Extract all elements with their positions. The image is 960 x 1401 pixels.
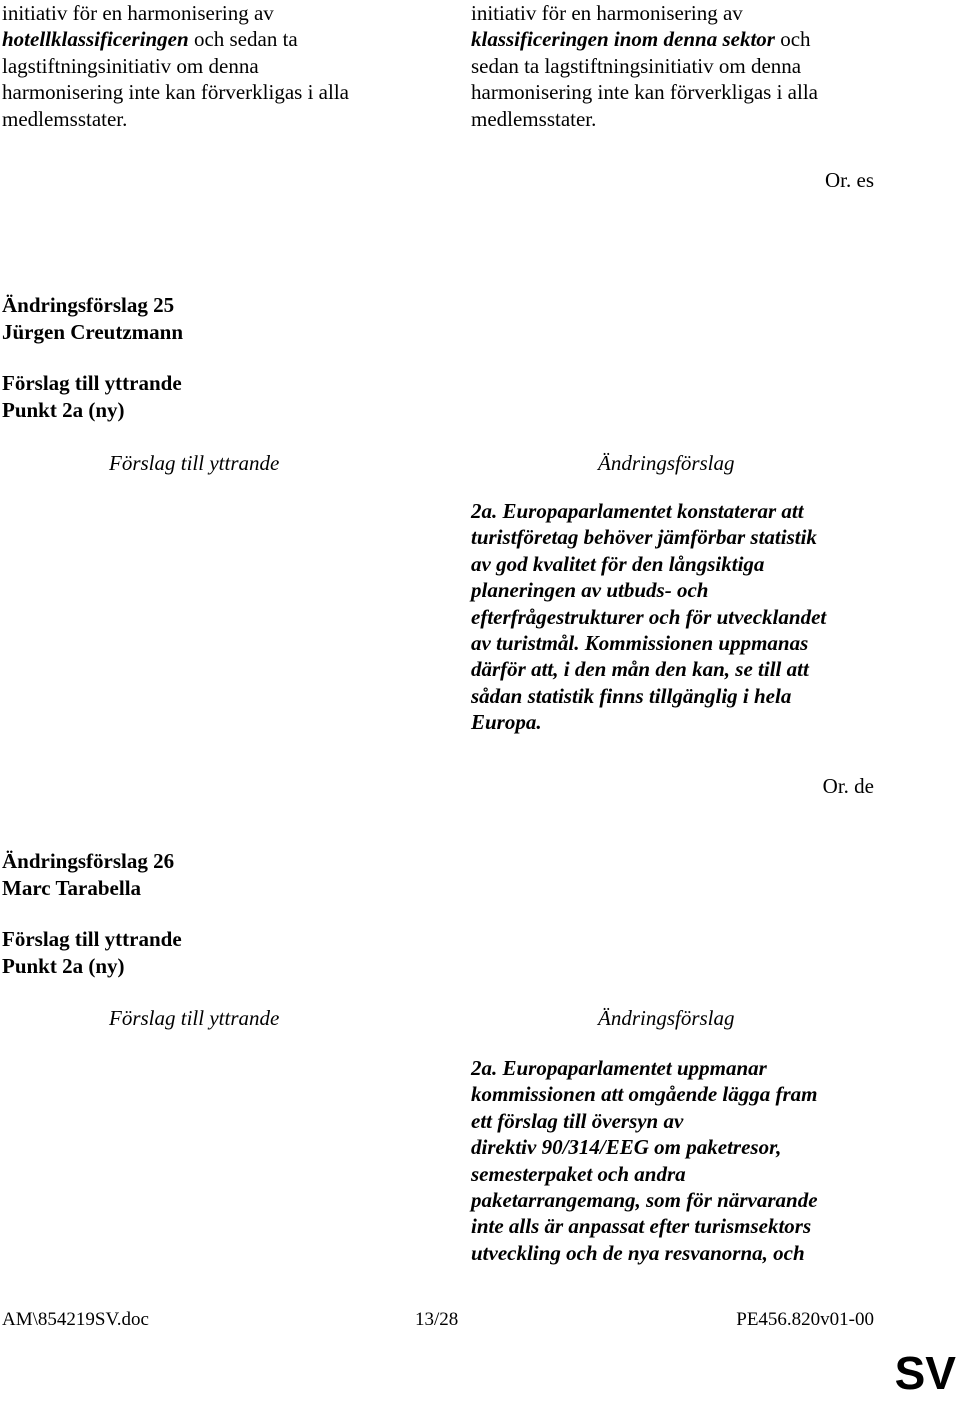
footer-pe-reference: PE456.820v01-00 (736, 1309, 874, 1330)
amendment-26-header (2, 848, 174, 902)
text-line: av god kvalitet för den långsiktiga (471, 551, 765, 576)
text-fragment: och (774, 27, 811, 52)
text-line: kommissionen att omgående lägga fram (471, 1082, 818, 1107)
footer-page-number: 13/28 (415, 1309, 459, 1330)
text-line: initiativ för en harmonisering av (471, 1, 743, 25)
text-line: semesterpaket och andra (471, 1161, 686, 1186)
amendment-title: Ändringsförslag 25 (2, 293, 175, 317)
text-line: initiativ för en harmonisering av (2, 1, 274, 25)
text-line: efterfrågestrukturer och för utvecklandet (471, 604, 827, 629)
text-line: turistföretag behöver jämförbar statistik (471, 525, 817, 550)
text-line: sådan statistik finns tillgänglig i hela (471, 683, 792, 708)
document-point: Punkt 2a (ny) (2, 398, 125, 422)
text-line: 2a. Europaparlamentet konstaterar att (471, 499, 804, 523)
amendment-26-reference (2, 926, 182, 980)
text-fragment: och sedan ta (188, 27, 298, 52)
original-language-label: Or. de (822, 774, 874, 798)
column-heading-amendment: Ändringsförslag (598, 451, 735, 475)
amendment-author: Jürgen Creutzmann (2, 320, 184, 344)
document-type: Förslag till yttrande (2, 371, 182, 395)
footer-document-reference: AM\854219SV.doc (2, 1309, 149, 1330)
column-heading-amendment: Ändringsförslag (598, 1006, 735, 1030)
text-line: 2a. Europaparlamentet uppmanar (471, 1056, 767, 1080)
amendment-25-text (471, 498, 826, 736)
text-line: direktiv 90/314/EEG om paketresor, (471, 1135, 782, 1160)
text-line (471, 26, 818, 52)
emphasis-text: hotellklassificeringen (2, 27, 189, 52)
previous-amendment-left-text (2, 0, 349, 132)
text-line: lagstiftningsinitiativ om denna (2, 53, 259, 78)
column-heading-proposal: Förslag till yttrande (109, 451, 280, 475)
previous-amendment-right-text (471, 0, 818, 132)
amendment-author: Marc Tarabella (2, 876, 142, 900)
text-line: Europa. (471, 710, 542, 735)
text-line: ett förslag till översyn av (471, 1108, 684, 1133)
text-line: planeringen av utbuds- och (471, 578, 709, 603)
original-language-label: Or. es (825, 168, 874, 192)
text-line: därför att, i den mån den kan, se till att (471, 657, 809, 682)
text-line: utveckling och de nya resvanorna, och (471, 1240, 805, 1265)
text-line: harmonisering inte kan förverkligas i alla (2, 80, 349, 105)
document-point: Punkt 2a (ny) (2, 954, 125, 978)
text-line: sedan ta lagstiftningsinitiativ om denna (471, 53, 802, 78)
language-code: SV (894, 1347, 956, 1399)
amendment-title: Ändringsförslag 26 (2, 849, 175, 873)
amendment-25-header (2, 292, 183, 346)
document-type: Förslag till yttrande (2, 927, 182, 951)
text-line: harmonisering inte kan förverkligas i alla (471, 80, 818, 105)
text-line: av turistmål. Kommissionen uppmanas (471, 630, 809, 655)
amendment-26-text (471, 1055, 818, 1266)
column-heading-proposal: Förslag till yttrande (109, 1006, 280, 1030)
text-line (2, 26, 349, 52)
text-line: paketarrangemang, som för närvarande (471, 1187, 818, 1212)
amendment-25-reference (2, 370, 182, 424)
text-line: medlemsstater. (2, 106, 128, 131)
emphasis-text: klassificeringen inom denna sektor (471, 27, 775, 52)
text-line: inte alls är anpassat efter turismsektors (471, 1214, 812, 1239)
text-line: medlemsstater. (471, 106, 597, 131)
